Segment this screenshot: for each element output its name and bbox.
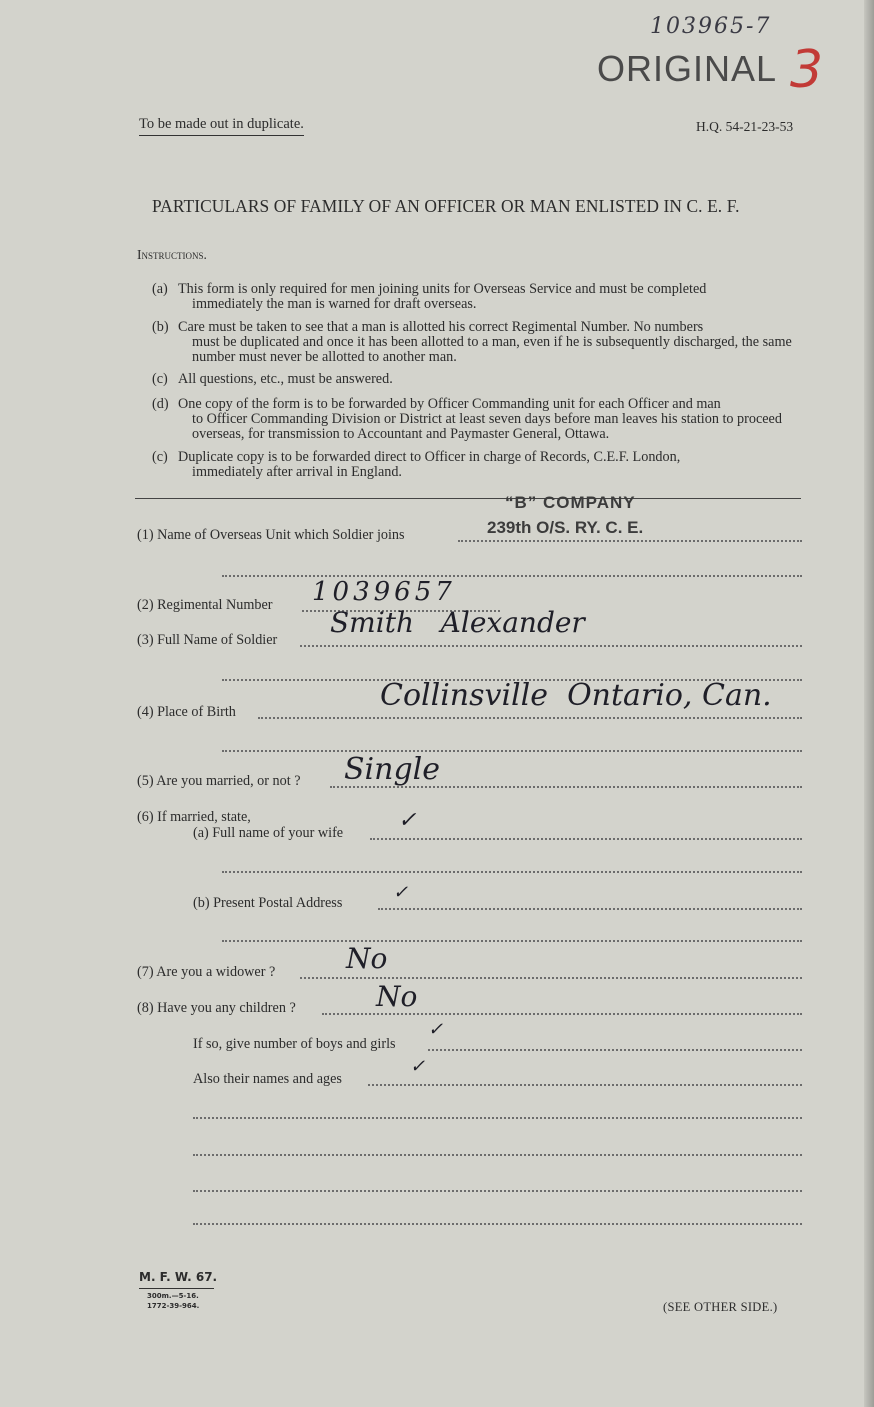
names-ages-value: ✓ xyxy=(410,1056,426,1077)
place-of-birth-line-2 xyxy=(222,750,802,752)
unit-line xyxy=(458,540,802,542)
form-title: PARTICULARS OF FAMILY OF AN OFFICER OR MAN ENLISTED IN C. E. F. xyxy=(152,196,740,216)
postal-address-label: (b) Present Postal Address xyxy=(193,895,343,911)
unit-value: 239th O/S. RY. C. E. xyxy=(487,518,644,537)
instruction-item xyxy=(152,450,806,480)
form-number: M. F. W. 67. xyxy=(139,1270,218,1284)
place-of-birth-value: Collinsville Ontario, Can. xyxy=(380,678,772,713)
place-of-birth-line xyxy=(258,717,802,719)
names-ages-line-5 xyxy=(193,1223,802,1225)
unit-label: (1) Name of Overseas Unit which Soldier joins xyxy=(137,527,405,543)
instruction-label: (b) xyxy=(152,319,169,335)
company-stamp: “B” COMPANY xyxy=(505,493,636,512)
children-line xyxy=(322,1013,802,1015)
section-divider xyxy=(135,498,801,499)
duplicate-note: To be made out in duplicate. xyxy=(139,116,304,136)
unit-line-2 xyxy=(222,575,802,577)
instruction-item xyxy=(152,397,806,441)
red-mark: 3 xyxy=(790,40,824,100)
instruction-label: (c) xyxy=(152,449,168,465)
names-ages-label: Also their names and ages xyxy=(193,1071,342,1087)
children-value: No xyxy=(376,980,418,1013)
full-name-value: Smith Alexander xyxy=(330,606,585,639)
instruction-label: (a) xyxy=(152,281,168,297)
wife-name-line xyxy=(370,838,802,840)
regimental-number-value: 1039657 xyxy=(312,577,456,607)
instruction-item xyxy=(152,320,806,364)
names-ages-line-4 xyxy=(193,1190,802,1192)
married-value: Single xyxy=(344,752,441,787)
instruction-item xyxy=(152,282,806,312)
print-line-1: 300m.—5-16. xyxy=(147,1292,199,1300)
form-number-rule xyxy=(139,1288,214,1289)
boys-girls-label: If so, give number of boys and girls xyxy=(193,1036,396,1052)
children-label: (8) Have you any children ? xyxy=(137,1000,296,1016)
names-ages-line-2 xyxy=(193,1117,802,1119)
wife-name-value: ✓ xyxy=(398,808,417,833)
wife-name-line-2 xyxy=(222,871,802,873)
original-stamp: ORIGINAL xyxy=(597,48,778,89)
file-number: 103965-7 xyxy=(650,14,772,39)
regimental-number-label: (2) Regimental Number xyxy=(137,597,273,613)
instruction-text: Duplicate copy is to be forwarded direct to Officer in charge of Records, C.E.F. London, xyxy=(178,449,681,465)
names-ages-line-3 xyxy=(193,1154,802,1156)
instruction-label: (c) xyxy=(152,371,168,387)
place-of-birth-label: (4) Place of Birth xyxy=(137,704,236,720)
widower-line xyxy=(300,977,802,979)
instruction-text-rest: must be duplicated and once it has been allotted to a man, even if he is subsequently discharged, the same number must never be allotted to another man. xyxy=(192,333,792,365)
hq-number: H.Q. 54-21-23-53 xyxy=(696,119,794,134)
married-label: (5) Are you married, or not ? xyxy=(137,773,301,789)
full-name-label: (3) Full Name of Soldier xyxy=(137,632,278,648)
instruction-text: Care must be taken to see that a man is allotted his correct Regimental Number. No numbers xyxy=(178,319,704,335)
postal-address-line-2 xyxy=(222,940,802,942)
instruction-text: One copy of the form is to be forwarded by Officer Commanding unit for each Officer and man xyxy=(178,396,721,412)
instructions-heading: Instructions. xyxy=(137,247,207,262)
instruction-text-rest: to Officer Commanding Division or District at least seven days before man leaves his station to proceed overseas, for transmission to Accountant and Paymaster General, Ottawa. xyxy=(192,410,782,442)
see-other-side: (SEE OTHER SIDE.) xyxy=(663,1300,778,1314)
instruction-text: This form is only required for men joining units for Overseas Service and must be completed xyxy=(178,281,707,297)
full-name-line xyxy=(300,645,802,647)
postal-address-value: ✓ xyxy=(393,882,409,903)
widower-label: (7) Are you a widower ? xyxy=(137,964,276,980)
boys-girls-line xyxy=(428,1049,802,1051)
postal-address-line xyxy=(378,908,802,910)
print-line-2: 1772-39-964. xyxy=(147,1302,200,1310)
instruction-text-rest: immediately the man is warned for draft overseas. xyxy=(192,295,477,312)
if-married-label: (6) If married, state, xyxy=(137,809,251,825)
widower-value: No xyxy=(346,942,388,975)
instruction-label: (d) xyxy=(152,396,169,412)
instruction-text: All questions, etc., must be answered. xyxy=(178,371,393,387)
instruction-item xyxy=(152,372,806,387)
wife-name-label: (a) Full name of your wife xyxy=(193,825,344,841)
boys-girls-value: ✓ xyxy=(428,1019,444,1040)
instruction-text-rest: immediately after arrival in England. xyxy=(192,463,402,480)
names-ages-line xyxy=(368,1084,802,1086)
